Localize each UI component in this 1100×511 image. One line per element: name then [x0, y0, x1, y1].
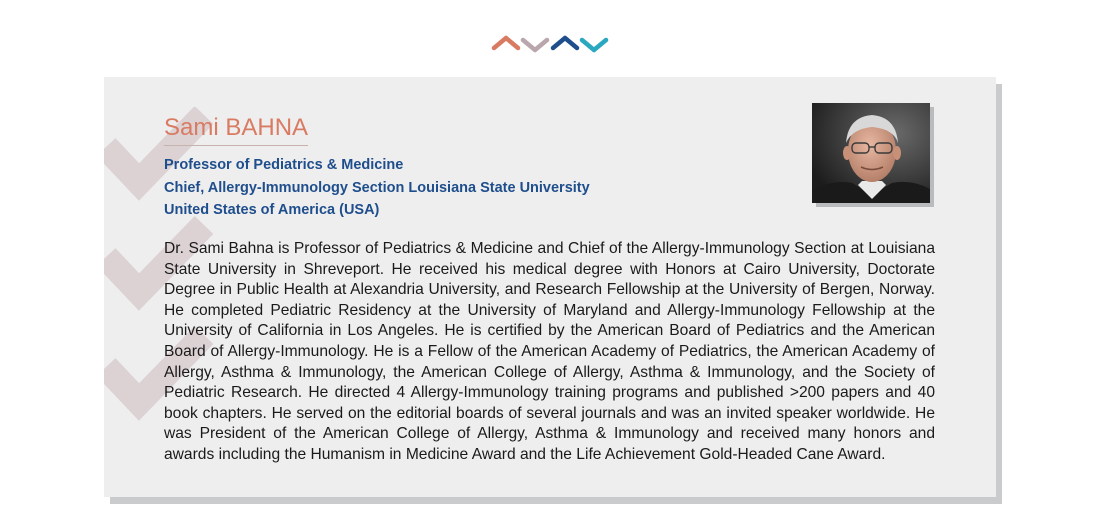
- speaker-title-line: Professor of Pediatrics & Medicine: [164, 157, 404, 173]
- speaker-card: [104, 77, 996, 497]
- chevron-down-icon-1: [523, 40, 547, 50]
- speaker-photo: [812, 103, 930, 203]
- speaker-title-line: United States of America (USA): [164, 202, 380, 218]
- chevron-down-icon-2: [582, 40, 606, 50]
- chevron-up-icon-1: [494, 38, 518, 48]
- speaker-bio: Dr. Sami Bahna is Professor of Pediatrics & Medicine and Chief of the Allergy-Immunology Section at Louisiana State University in Shreveport. He received his medical degree with Honors at Cairo University, Doctorate Degree in Public Health at Alexandria University, and Research Fellowship at the University of Bergen, Norway. He completed Pediatric Residency at the University of Maryland and Allergy-Immunology Fellowship at the University of California in Los Angeles. He is certified by the American Board of Pediatrics and the American Board of Allergy-Immunology. He is a Fellow of the American Academy of Pediatrics, the American Academy of Allergy, Asthma & Immunology, the American College of Allergy, Asthma & Immunology, and the Society of Pediatric Research. He directed 4 Allergy-Immunology training programs and published >200 papers and 40 book chapters. He served on the editorial boards of several journals and was an invited speaker worldwide. He was President of the American College of Allergy, Asthma & Immunology and received many honors and awards including the Humanism in Medicine Award and the Life Achievement Gold-Headed Cane Award.: [164, 240, 935, 463]
- brand-chevrons: [490, 32, 610, 56]
- chevron-up-icon-2: [553, 38, 577, 48]
- speaker-name: Sami BAHNA: [164, 113, 308, 146]
- speaker-title-line: Chief, Allergy-Immunology Section Louisiana State University: [164, 179, 590, 196]
- speaker-titles: [164, 154, 590, 222]
